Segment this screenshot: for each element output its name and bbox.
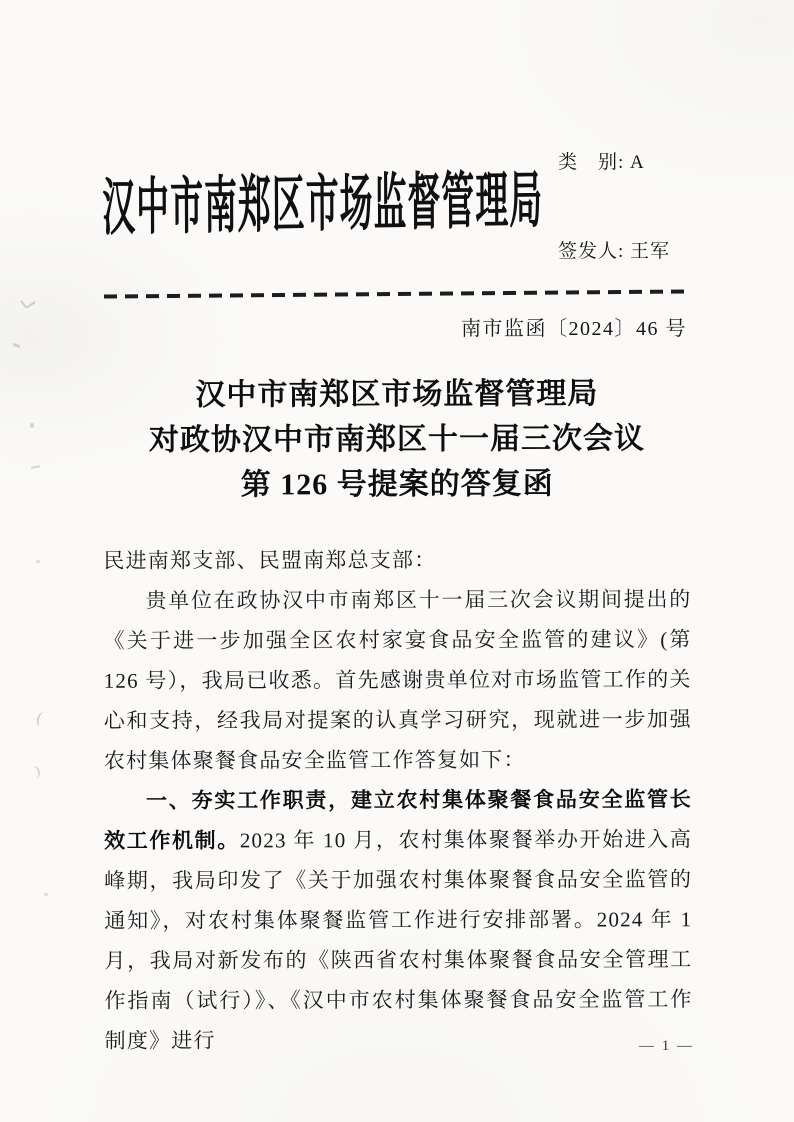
section-heading-run: 一、夯实工作职责，建立农村集体聚餐食品安全监管长效工作机制。 [104,787,693,853]
scan-artifact [20,294,36,309]
scan-artifact [30,423,34,428]
document-title-line1: 汉中市南郑区市场监督管理局 [195,377,599,412]
category-field: 类 别: A [558,152,645,173]
body-paragraph-2 [104,779,693,1061]
signer-field: 签发人: 王军 [558,241,671,262]
letter-body [103,539,692,1061]
salutation-line: 民进南郑支部、民盟南郑总支部： [103,547,437,573]
document-title [0,371,794,509]
document-title-line3: 第 126 号提案的答复函 [240,467,554,502]
body-paragraph-2-text: 2023 年 10 月，农村集体聚餐举办开始进入高峰期，我局印发了《关于加强农村集体聚餐食品安全监管的通知》，对农村集体聚餐监管工作进行安排部署。2024 年 1 月，我局对新发布的《陕西省农村集体聚餐食品安全管理工作指南（试行）》、《汉中市农村集体聚餐食品安全监管工作制度》进行 [104,827,693,1053]
body-paragraph-1: 贵单位在政协汉中市南郑区十一届三次会议期间提出的《关于进一步加强全区农村家宴食品安全监管的建议》(第 126 号），我局已收悉。首先感谢贵单位对市场监管工作的关心和支持，经我局对提案的认真学习研究，现就进一步加强农村集体聚餐食品安全监管工作答复如下： [103,587,692,773]
scan-artifact [44,893,48,896]
scan-artifact [36,560,40,563]
scan-artifact [25,764,41,780]
page-number: — 1 — [639,1038,694,1054]
scan-artifact [13,343,21,348]
document-title-line2: 对政协汉中市南郑区十一届三次会议 [148,422,646,457]
scan-artifact [35,711,48,728]
letterhead-agency-name: 汉中市南郑区市场监督管理局 [102,167,544,243]
letterhead-dashed-divider [104,289,687,298]
document-reference-number: 南市监函〔2024〕46 号 [461,318,687,340]
